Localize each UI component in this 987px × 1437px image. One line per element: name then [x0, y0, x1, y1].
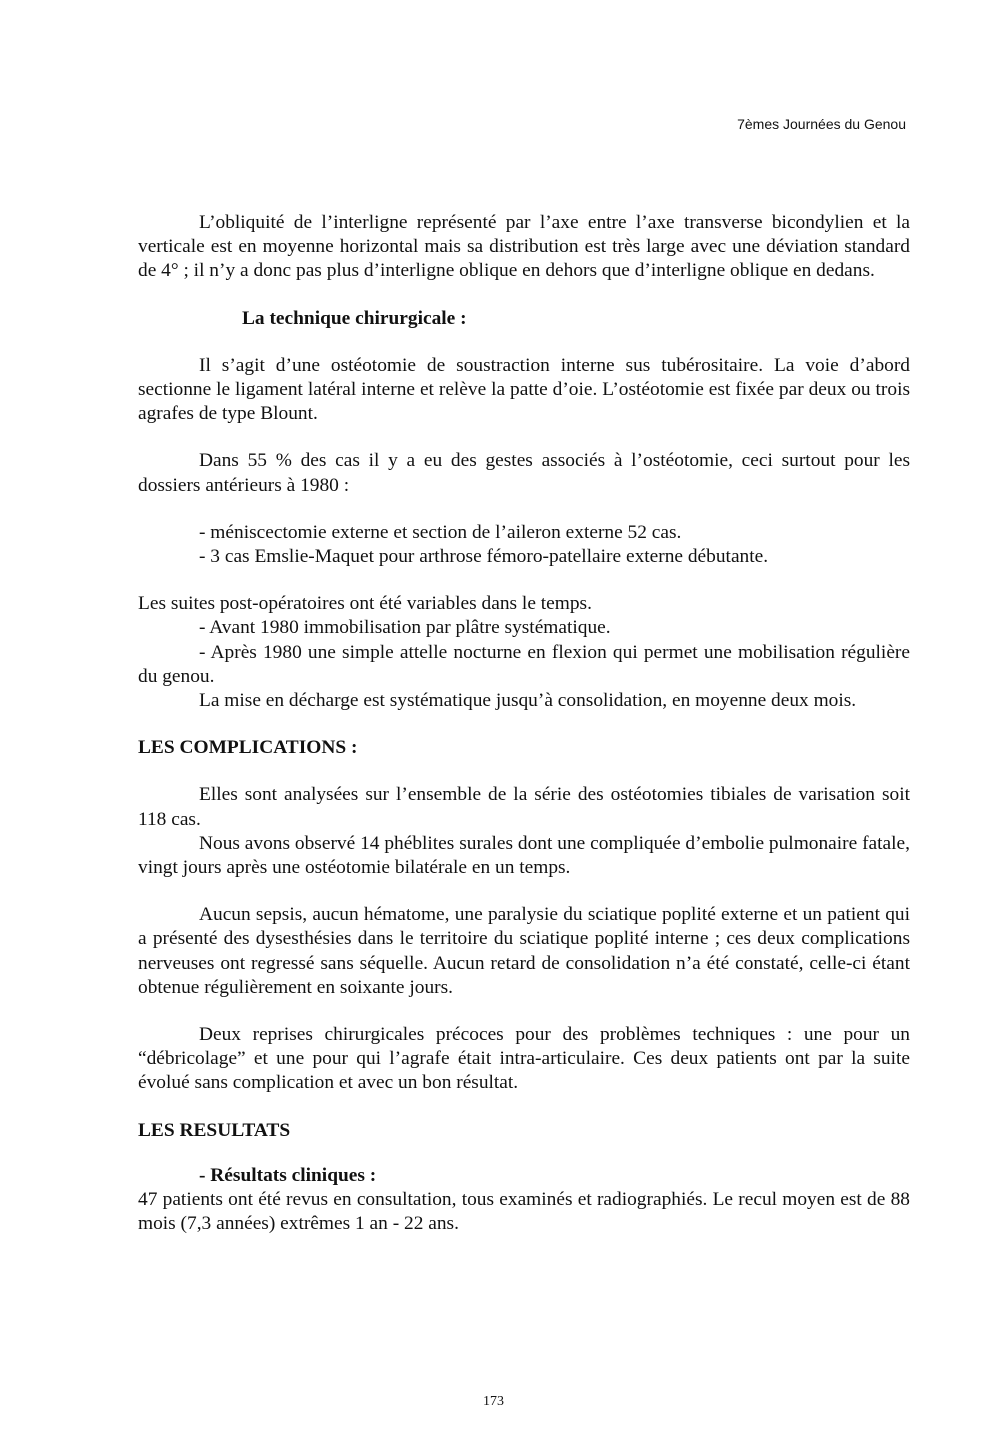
- running-header: 7èmes Journées du Genou: [737, 116, 906, 132]
- paragraph-reoperations: Deux reprises chirurgicales précoces pour des problèmes techniques : une pour un “débricolage” et une pour qui l’agrafe était intra-articulaire. Ces deux patients ont par la suite évolué sans complication et avec un bon résultat.: [138, 1024, 910, 1094]
- paragraph-patients-reviewed: 47 patients ont été revus en consultation, tous examinés et radiographiés. Le recul moyen est de 88 mois (7,3 années) extrêmes 1 an - 22 ans.: [138, 1189, 910, 1235]
- heading-results: LES RESULTATS: [138, 1119, 291, 1141]
- paragraph-discharge: La mise en décharge est systématique jusqu’à consolidation, en moyenne deux mois.: [199, 690, 857, 712]
- paragraph-sepsis: Aucun sepsis, aucun hématome, une paralysie du sciatique poplité externe et un patient qui a présenté des dysesthésies dans le territoire du sciatique poplité interne ; ces deux complications nerveuses ont regressé sans séquelle. Aucun retard de consolidation n’a été constaté, celle-ci étant obtenue régulièrement en soixante jours.: [138, 904, 910, 998]
- paragraph-analysed: Elles sont analysées sur l’ensemble de la série des ostéotomies tibiales de varisation soit 118 cas.: [138, 784, 910, 830]
- list-item-meniscectomy: - méniscectomie externe et section de l’aileron externe 52 cas.: [199, 521, 682, 543]
- list-item-emslie-maquet: - 3 cas Emslie-Maquet pour arthrose fémoro-patellaire externe débutante.: [199, 546, 769, 568]
- paragraph-phlebitis: Nous avons observé 14 phéblites surales dont une compliquée d’embolie pulmonaire fatale, vingt jours après une ostéotomie bilatérale en un temps.: [138, 832, 910, 879]
- paragraph-osteotomy: Il s’agit d’une ostéotomie de soustraction interne sus tubérositaire. La voie d’abord sectionne le ligament latéral interne et relève la patte d’oie. L’ostéotomie est fixée par deux ou trois agrafes de type Blount.: [138, 354, 910, 425]
- page-number: 173: [483, 1394, 504, 1409]
- list-item-before-1980: - Avant 1980 immobilisation par plâtre systématique.: [199, 617, 611, 639]
- list-item-after-1980: - Après 1980 une simple attelle nocturne en flexion qui permet une mobilisation régulière du genou.: [138, 641, 910, 687]
- paragraph-postop: Les suites post-opératoires ont été variables dans le temps.: [138, 593, 592, 615]
- body-text: [138, 211, 910, 1237]
- heading-clinical-results: - Résultats cliniques :: [199, 1164, 377, 1186]
- paragraph-associated-gestures: Dans 55 % des cas il y a eu des gestes associés à l’ostéotomie, ceci surtout pour les dossiers antérieurs à 1980 :: [138, 450, 910, 496]
- paragraph-obliquity: L’obliquité de l’interligne représenté par l’axe entre l’axe transverse bicondylien et la verticale est en moyenne horizontal mais sa distribution est très large avec une déviation standard de 4° ; il n’y a donc pas plus d’interligne oblique en dehors que d’interligne oblique en dedans.: [138, 212, 910, 282]
- heading-complications: LES COMPLICATIONS :: [138, 737, 358, 759]
- heading-technique: La technique chirurgicale :: [242, 307, 467, 329]
